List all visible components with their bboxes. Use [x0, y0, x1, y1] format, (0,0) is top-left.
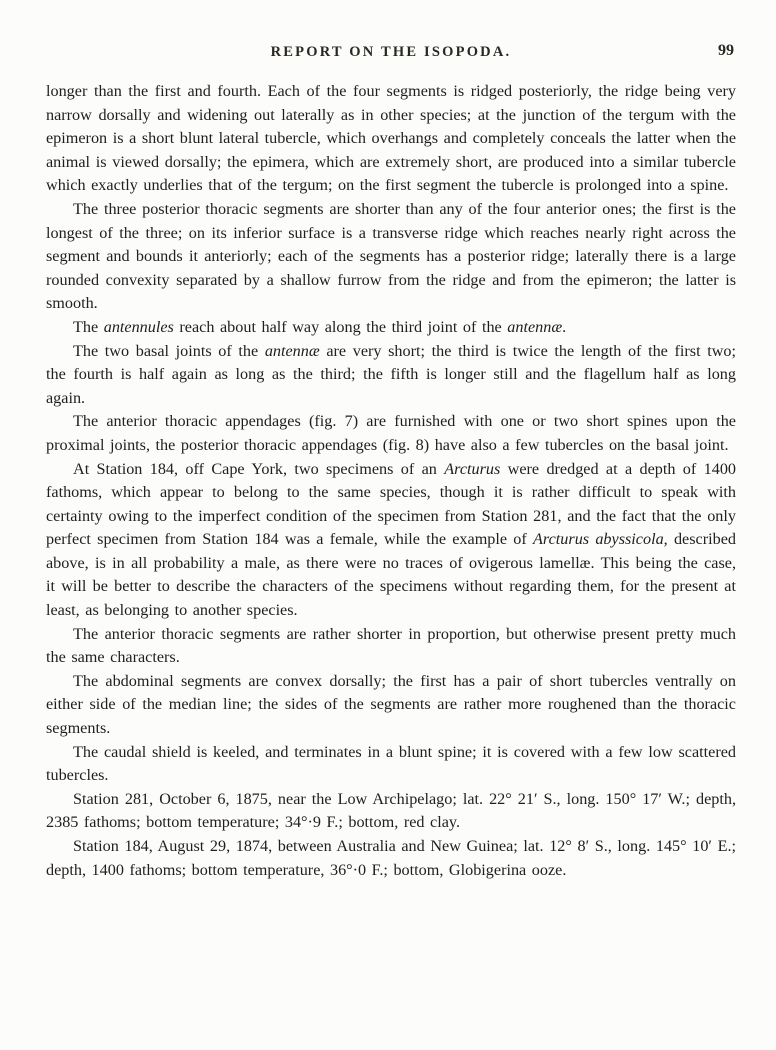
- text-run: are very short; the third is twice the length of the first two; the fourth is half again as long as the third; the fifth is longer still and the flagellum half as long again.: [46, 341, 736, 407]
- paragraph: [46, 835, 736, 882]
- text-run: were dredged at a depth of 1400 fathoms, which appear to belong to the same species, though it is rather difficult to speak with certainty owing to the imperfect condition of the specimen from Station 281, and the fact that the only perfect specimen from Station 184 was a female, while the example of: [46, 459, 737, 549]
- paragraph: [46, 340, 736, 411]
- text-run: reach about half way along the third joint of the: [173, 317, 508, 336]
- italic-text-run: antennæ: [264, 341, 320, 360]
- italic-text-run: Arcturus: [444, 459, 501, 478]
- text-run: The abdominal segments are convex dorsally; the first has a pair of short tubercles ventrally on either side of the median line; the sides of the segments are rather more roughened than the thoracic segments.: [46, 671, 736, 738]
- italic-text-run: antennules: [103, 317, 174, 336]
- paragraph: [46, 80, 736, 198]
- paragraph: [46, 316, 736, 340]
- paragraph: [46, 788, 736, 835]
- paragraph: [46, 198, 736, 316]
- text-run: The three posterior thoracic segments are shorter than any of the four anterior ones; the first is the longest of the three; on its inferior surface is a transverse ridge which reaches nearly right across the segment and bounds it anteriorly; each of the segments has a posterior ridge; laterally there is a large rounded convexity separated by a shallow furrow from the ridge and from the epimeron; the latter is smooth.: [46, 199, 736, 313]
- paragraph: [46, 623, 736, 670]
- text-run: The: [73, 317, 104, 336]
- page-body: [46, 80, 736, 882]
- text-run: Station 184, August 29, 1874, between Australia and New Guinea; lat. 12° 8′ S., long. 145° 10′ E.; depth, 1400 fathoms; bottom temperature, 36°·0 F.; bottom, Globigerina ooze.: [46, 837, 736, 879]
- text-run: The two basal joints of the: [73, 341, 265, 360]
- text-run: Station 281, October 6, 1875, near the Low Archipelago; lat. 22° 21′ S., long. 150° 17′ W.; depth, 2385 fathoms; bottom temperature; 34°·9 F.; bottom, red clay.: [46, 789, 736, 832]
- paragraph: [46, 670, 736, 741]
- text-run: The anterior thoracic appendages (fig. 7) are furnished with one or two short spines upon the proximal joints, the posterior thoracic appendages (fig. 8) have also a few tubercles on the basal joint.: [46, 412, 736, 454]
- italic-text-run: Arcturus abyssicola,: [533, 530, 668, 549]
- page-number: 99: [718, 42, 734, 59]
- text-run: At Station 184, off Cape York, two specimens of an: [73, 459, 445, 478]
- running-header-title: REPORT ON THE ISOPODA.: [270, 44, 512, 60]
- text-run: described above, is in all probability a male, as there were no traces of ovigerous lamellæ. This being the case, it will be better to describe the characters of the specimens without regarding them, for the present at least, as belonging to another species.: [46, 530, 736, 620]
- text-run: .: [562, 317, 567, 336]
- text-run: longer than the first and fourth. Each of the four segments is ridged posteriorly, the ridge being very narrow dorsally and widening out laterally as in other species; at the junction of the tergum with the epimeron is a short blunt lateral tubercle, which overhangs and completely conceals the latter when the animal is viewed dorsally; the epimera, which are extremely short, are produced into a similar tubercle which exactly underlies that of the tergum; on the first segment the tubercle is prolonged into a spine.: [46, 82, 736, 195]
- paragraph: [46, 741, 736, 788]
- running-header: [46, 40, 736, 64]
- text-run: The caudal shield is keeled, and terminates in a blunt spine; it is covered with a few low scattered tubercles.: [46, 742, 736, 785]
- text-run: The anterior thoracic segments are rather shorter in proportion, but otherwise present pretty much the same characters.: [46, 624, 736, 667]
- italic-text-run: antennæ: [507, 317, 563, 336]
- paragraph: [46, 458, 736, 623]
- paragraph: [46, 410, 736, 457]
